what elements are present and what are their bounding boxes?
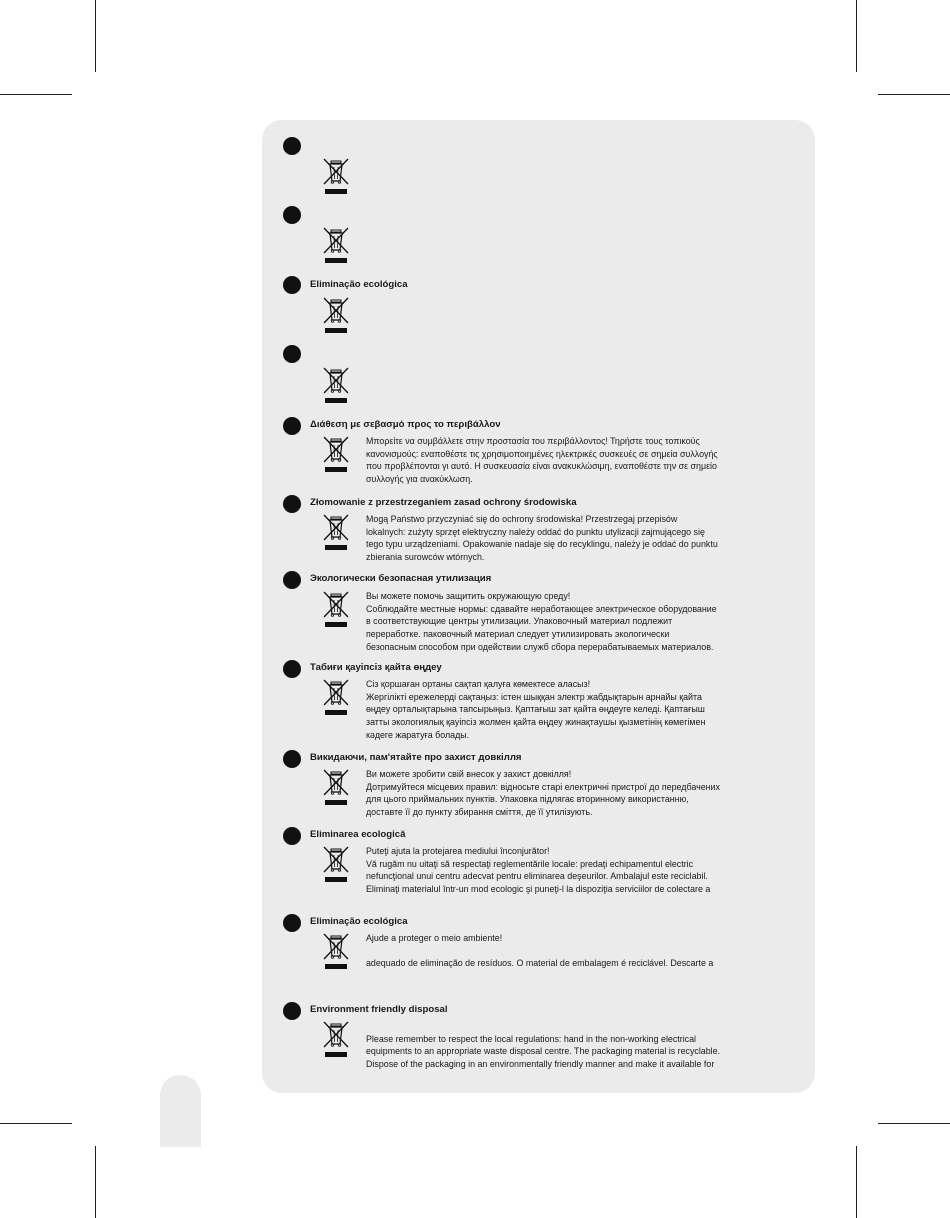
crop-mark <box>0 1123 72 1124</box>
weee-bin-icon <box>322 845 350 885</box>
section-text <box>366 768 790 819</box>
section-bullet <box>283 417 301 435</box>
section-bullet <box>283 827 301 845</box>
text-line <box>366 945 790 958</box>
weee-bin-icon <box>322 590 350 630</box>
section-title: Eliminação ecológica <box>310 916 408 927</box>
text-line: συλλογής για ανακύκλωση. <box>366 474 473 485</box>
section-title: Złomowanie z przestrzeganiem zasad ochrony środowiska <box>310 497 577 508</box>
section-text <box>366 678 790 741</box>
section-title: Eliminação ecológica <box>310 279 408 290</box>
section-title: Environment friendly disposal <box>310 1004 448 1015</box>
section-bullet <box>283 1002 301 1020</box>
weee-bin-icon <box>322 157 350 197</box>
section-bullet <box>283 276 301 294</box>
section-bullet <box>283 914 301 932</box>
text-line: Дотримуйтеся місцевих правил: відносьте старі електричні пристрої до передбачених <box>366 781 720 792</box>
crop-mark <box>878 1123 950 1124</box>
weee-bin-icon <box>322 513 350 553</box>
crop-mark <box>95 0 96 72</box>
section-title: Eliminarea ecologică <box>310 829 406 840</box>
text-line: доставте її до пункту збирання сміття, де її утилізують. <box>366 807 593 818</box>
text-line: tego typu urządzeniami. Opakowanie nadaje się do recyklingu, należy je oddać do punktu <box>366 539 718 550</box>
text-line: в соответствующие центры утилизации. Упаковочный материал подлежит <box>366 616 673 627</box>
text-line: κανονισμούς: εναποθέστε τις χρησιμοποιημένες ηλεκτρικές συσκευές σε σημεία συλλογής <box>366 448 718 459</box>
text-line: equipments to an appropriate waste disposal centre. The packaging material is recyclable. <box>366 1046 721 1057</box>
weee-bin-icon <box>322 932 350 972</box>
text-line: Eliminaţi materialul într-un mod ecologic şi puneţi-l la dispoziţia serviciilor de colectare a <box>366 884 711 895</box>
text-line: adequado de eliminação de resíduos. O material de embalagem é reciclável. Descarte a <box>366 958 714 969</box>
weee-bin-icon <box>322 768 350 808</box>
text-line: Please remember to respect the local regulations: hand in the non-working electrical <box>366 1033 697 1044</box>
section-title: Табиғи қауіпсіз қайта өңдеу <box>310 662 442 673</box>
text-line: Вы можете помочь защитить окружающую среду! <box>366 591 571 601</box>
text-line: безопасным способом при одействии служб сбора перерабатываемых материалов. <box>366 641 714 652</box>
crop-mark <box>856 0 857 72</box>
text-line: затты экологиялық қауіпсіз жолмен қайта өңдеу жинақтаушы қызметінің көмегімен <box>366 717 706 728</box>
text-line: zbierania surowców wtórnych. <box>366 552 485 563</box>
text-line: кәдеге жаратуға болады. <box>366 729 470 740</box>
text-line: lokalnych: zużyty sprzęt elektryczny należy oddać do punktu utylizacji zajmującego się <box>366 526 705 537</box>
section-text <box>366 590 790 653</box>
section-title: Викидаючи, пам'ятайте про захист довкілля <box>310 752 522 763</box>
section-text <box>366 1020 790 1071</box>
section-title: Экологически безопасная утилизация <box>310 573 492 584</box>
section-bullet <box>283 206 301 224</box>
weee-bin-icon <box>322 678 350 718</box>
section-text <box>366 932 790 970</box>
text-line: Mogą Państwo przyczyniać się do ochrony środowiska! Przestrzegaj przepisów <box>366 514 678 524</box>
text-line: өңдеу орталықтарына тапсырыңыз. Қаптағыш зат қайта өңдеуге келеді. Қаптағыш <box>366 704 705 715</box>
section-text <box>366 435 790 486</box>
text-line: переработке. паковочный материал следует утилизировать экологически <box>366 629 670 640</box>
section-bullet <box>283 345 301 363</box>
section-text <box>366 845 790 896</box>
text-line: Соблюдайте местные нормы: сдавайте неработающее электрическое оборудование <box>366 603 717 614</box>
text-line: Сіз қоршаған ортаны сақтап қалуға көмектесе аласыз! <box>366 679 591 689</box>
text-line: Puteţi ajuta la protejarea mediului înconjurător! <box>366 846 550 856</box>
section-text <box>366 513 790 564</box>
page-tab <box>160 1075 201 1147</box>
text-line: Vă rugăm nu uitaţi să respectaţi reglementările locale: predaţi echipamentul electric <box>366 858 694 869</box>
text-line: Μπορείτε να συμβάλλετε στην προστασία του περιβάλλοντος! Τηρήστε τους τοπικούς <box>366 436 700 446</box>
text-line <box>366 1020 790 1033</box>
section-bullet <box>283 660 301 678</box>
text-line: που προβλέπονται γι αυτό. Η συσκευασία είναι ανακυκλώσιμη, εναποθέστε την σε σημείο <box>366 461 717 472</box>
text-line: nefuncţional unui centru adecvat pentru eliminarea deşeurilor. Ambalajul este reciclabil. <box>366 871 708 882</box>
weee-bin-icon <box>322 296 350 336</box>
text-line: Dispose of the packaging in an environmentally friendly manner and make it available for <box>366 1059 715 1070</box>
crop-mark <box>95 1146 96 1218</box>
text-line: Жергілікті ережелерді сақтаңыз: істен шыққан электр жабдықтарын арнайы қайта <box>366 691 702 702</box>
weee-bin-icon <box>322 366 350 406</box>
text-line: Ajude a proteger o meio ambiente! <box>366 933 503 943</box>
weee-bin-icon <box>322 435 350 475</box>
weee-bin-icon <box>322 1020 350 1060</box>
weee-bin-icon <box>322 226 350 266</box>
section-bullet <box>283 750 301 768</box>
section-bullet <box>283 571 301 589</box>
crop-mark <box>0 94 72 95</box>
crop-mark <box>878 94 950 95</box>
section-bullet <box>283 137 301 155</box>
text-line: Ви можете зробити свій внесок у захист довкілля! <box>366 769 572 779</box>
text-line: для цього приймальних пунктів. Упаковка підлягає вторинному використанню, <box>366 794 689 805</box>
section-title: Διάθεση με σεβασμό προς το περιβάλλον <box>310 419 501 430</box>
crop-mark <box>856 1146 857 1218</box>
section-bullet <box>283 495 301 513</box>
